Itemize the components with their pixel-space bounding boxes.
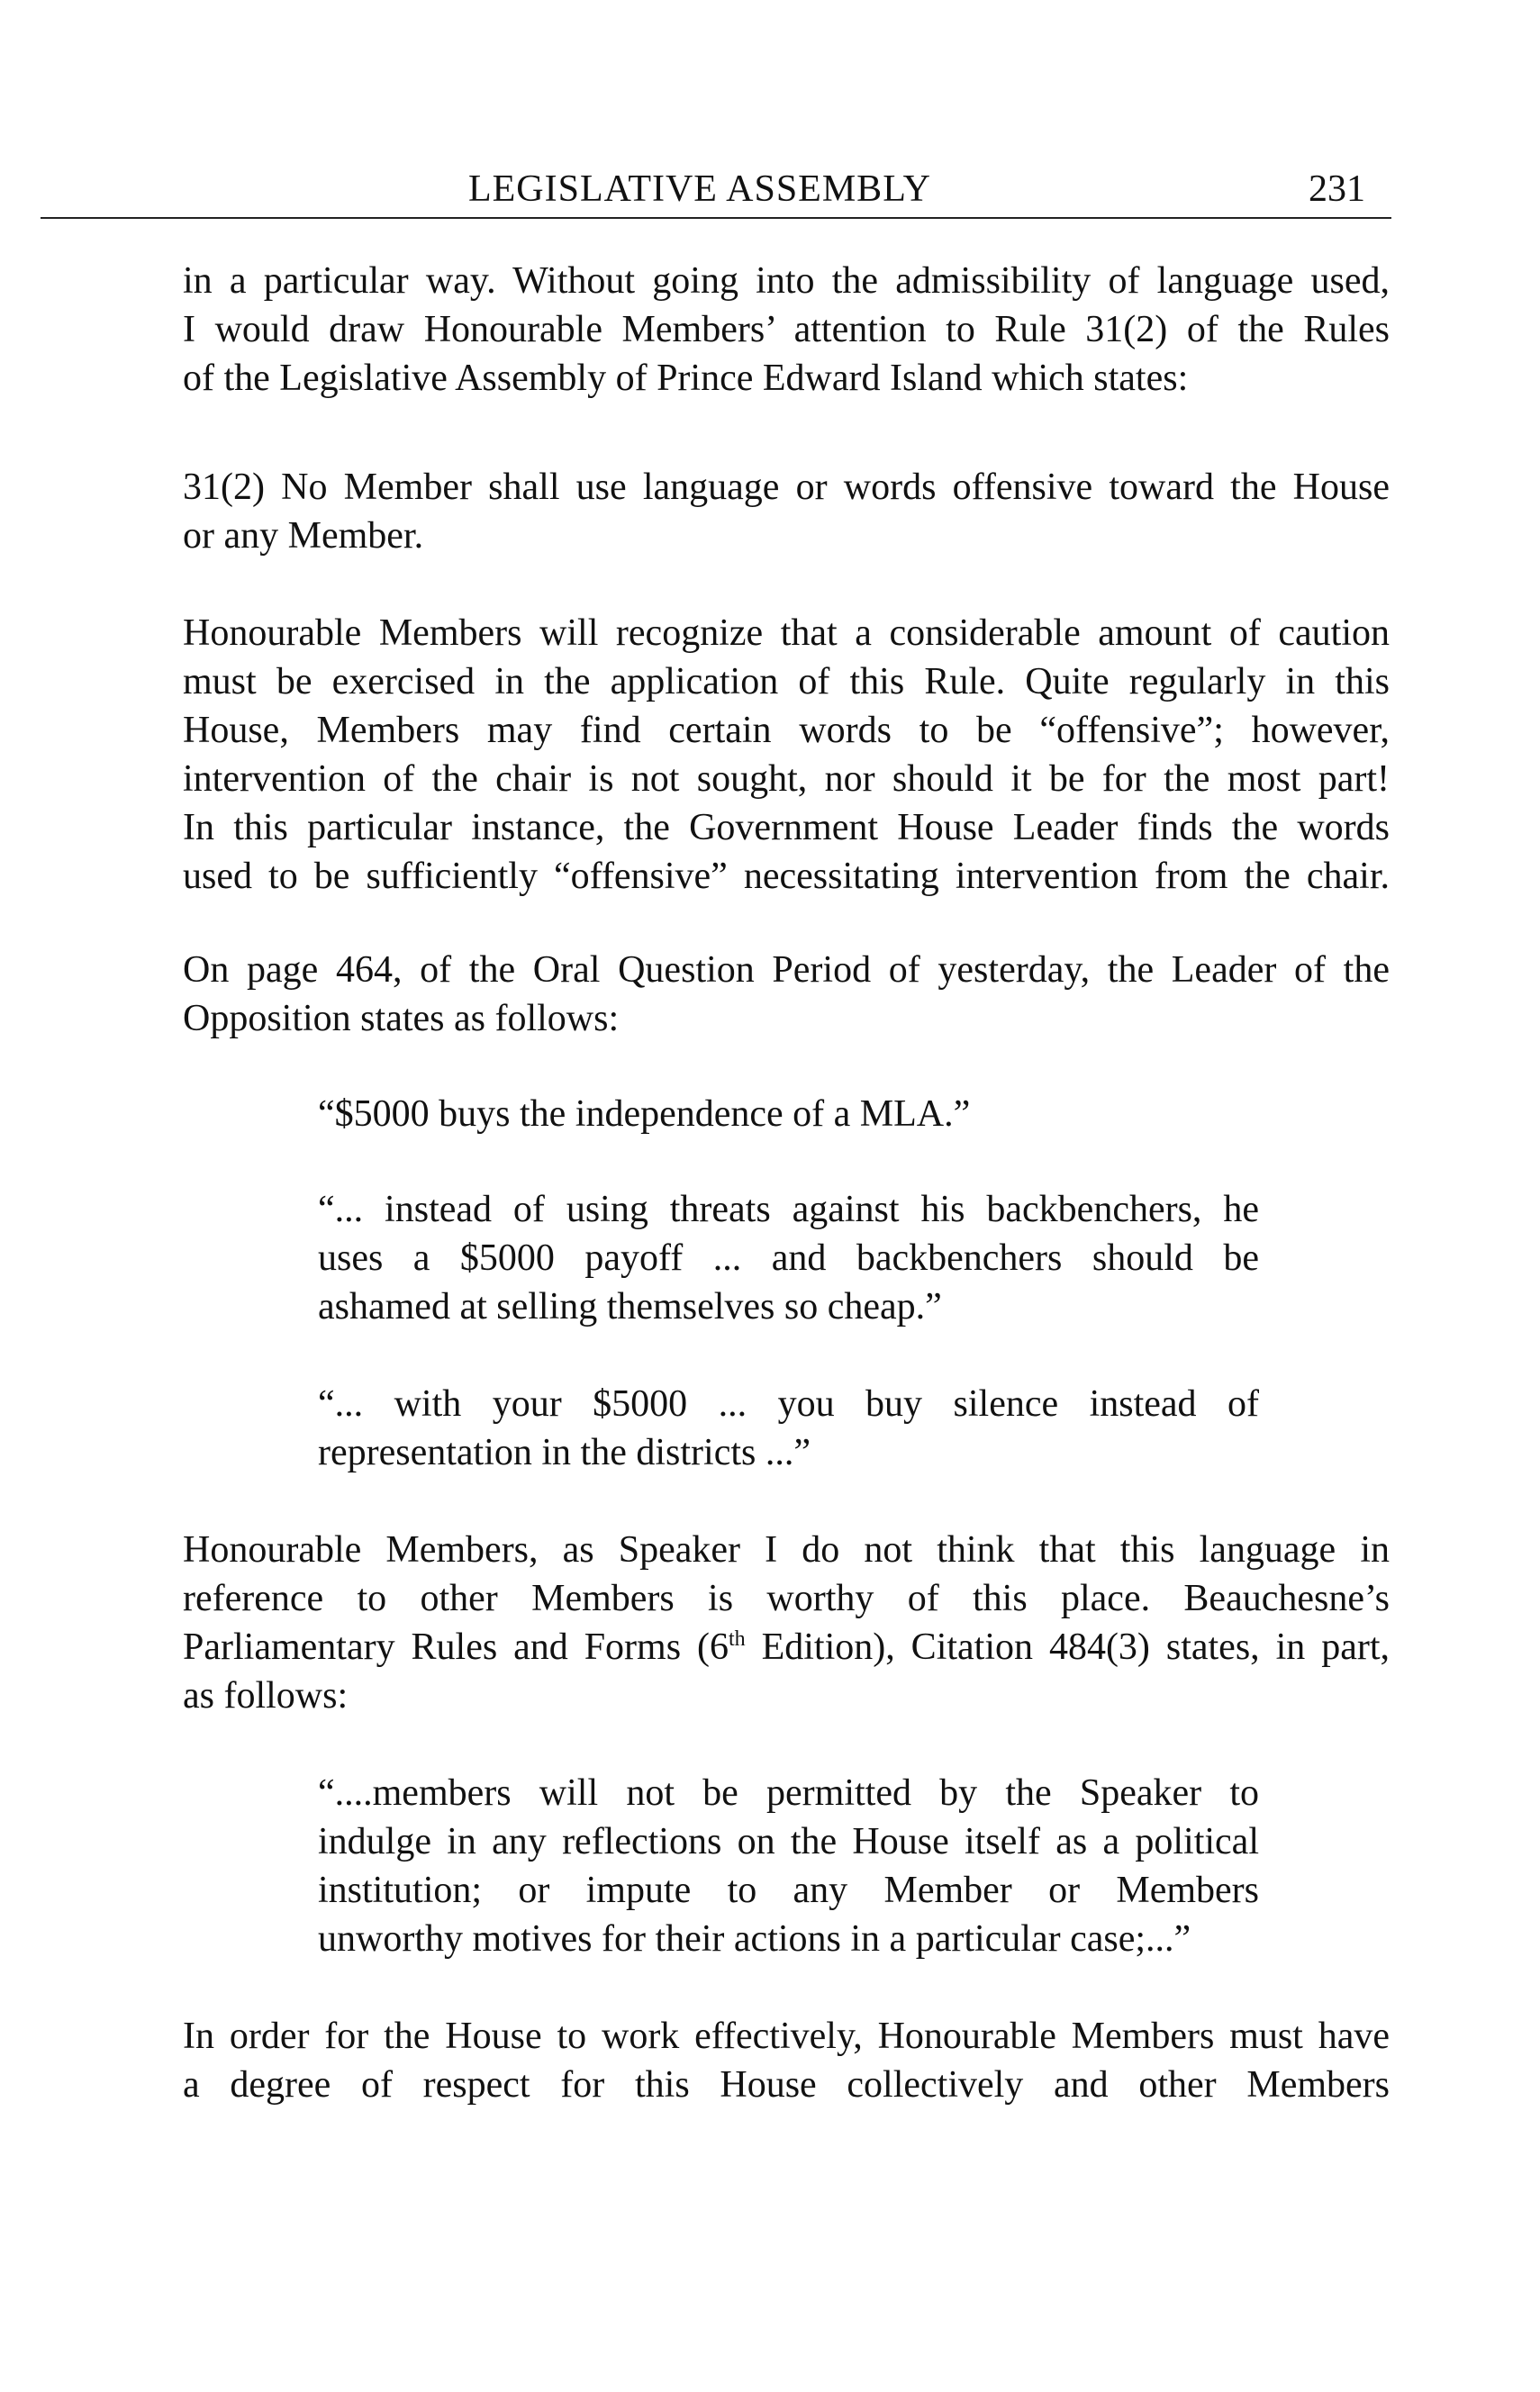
quote-line: “$5000 buys the independence of a MLA.” <box>318 1093 971 1135</box>
paragraph-line: On page 464, of the Oral Question Period of yesterday, the Leader of the <box>183 949 1390 991</box>
quote-line: unworthy motives for their actions in a particular case;...” <box>318 1918 1191 1960</box>
header-rule <box>41 217 1391 219</box>
quote-line: ashamed at selling themselves so cheap.” <box>318 1286 942 1327</box>
paragraph-line: 31(2) No Member shall use language or words offensive toward the House <box>183 467 1390 508</box>
citation-text-start: Parliamentary Rules and Forms (6 <box>183 1626 729 1668</box>
quote-line: institution; or impute to any Member or Members <box>318 1870 1259 1911</box>
quote-line: “....members will not be permitted by the Speaker to <box>318 1772 1259 1814</box>
paragraph-line: Honourable Members, as Speaker I do not think that this language in <box>183 1529 1390 1571</box>
paragraph-line: I would draw Honourable Members’ attention to Rule 31(2) of the Rules <box>183 309 1390 350</box>
paragraph-line-citation <box>183 1623 1390 1672</box>
page-number: 231 <box>1309 168 1365 210</box>
paragraph-intro <box>183 257 1390 403</box>
rule-31-2-text <box>183 463 1390 560</box>
quote-independence <box>318 1090 1259 1138</box>
running-header <box>41 160 1391 214</box>
paragraph-line: Opposition states as follows: <box>183 998 620 1039</box>
paragraph-line: In this particular instance, the Government House Leader finds the words <box>183 807 1390 848</box>
paragraph-line: House, Members may find certain words to be “offensive”; however, <box>183 710 1390 751</box>
quote-line: representation in the districts ...” <box>318 1432 811 1473</box>
running-title: LEGISLATIVE ASSEMBLY <box>468 168 931 210</box>
quote-line: “... with your $5000 ... you buy silence instead of <box>318 1383 1259 1425</box>
paragraph-page-464 <box>183 946 1390 1043</box>
quote-beauchesne <box>318 1769 1259 1963</box>
paragraph-line: in a particular way. Without going into the admissibility of language used, <box>183 260 1390 302</box>
paragraph-caution <box>183 609 1390 901</box>
paragraph-line: as follows: <box>183 1675 349 1717</box>
paragraph-line: a degree of respect for this House collectively and other Members <box>183 2064 1390 2106</box>
paragraph-line: In order for the House to work effectively, Honourable Members must have <box>183 2016 1390 2057</box>
paragraph-line: used to be sufficiently “offensive” necessitating intervention from the chair. <box>183 856 1390 897</box>
edition-superscript: th <box>728 1627 746 1651</box>
paragraph-line: must be exercised in the application of this Rule. Quite regularly in this <box>183 661 1390 702</box>
citation-text-end: Edition), Citation 484(3) states, in part, <box>745 1626 1391 1668</box>
quote-silence <box>318 1380 1259 1477</box>
quote-payoff <box>318 1185 1259 1331</box>
paragraph-line: reference to other Members is worthy of this place. Beauchesne’s <box>183 1578 1390 1619</box>
paragraph-speaker-opinion <box>183 1526 1390 1720</box>
paragraph-line: or any Member. <box>183 515 424 557</box>
quote-line: indulge in any reflections on the House itself as a political <box>318 1821 1259 1862</box>
quote-line: uses a $5000 payoff ... and backbenchers should be <box>318 1237 1259 1279</box>
paragraph-respect <box>183 2012 1390 2109</box>
paragraph-line: Honourable Members will recognize that a considerable amount of caution <box>183 612 1390 654</box>
paragraph-line: of the Legislative Assembly of Prince Edward Island which states: <box>183 358 1189 399</box>
paragraph-line: intervention of the chair is not sought, nor should it be for the most part! <box>183 758 1390 800</box>
quote-line: “... instead of using threats against his backbenchers, he <box>318 1189 1259 1230</box>
